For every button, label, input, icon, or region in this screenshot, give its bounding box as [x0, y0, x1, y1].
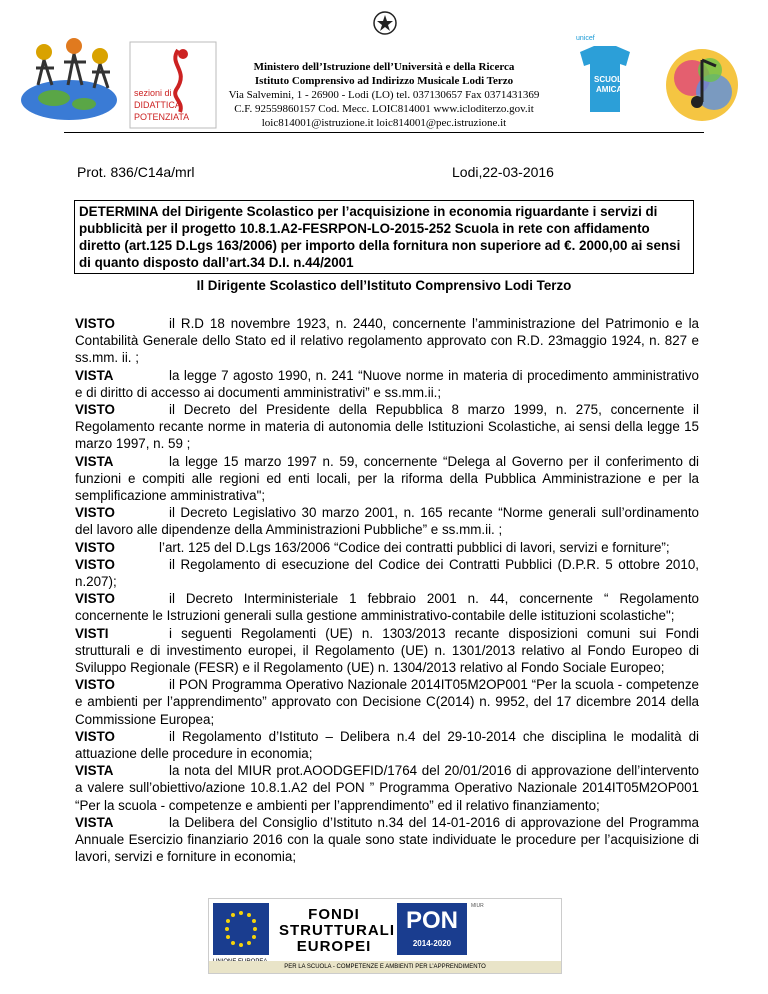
miur-label: MIUR [471, 903, 484, 909]
header-divider [64, 132, 704, 133]
paragraph-text: la Delibera del Consiglio d’Istituto n.34 del 14-01-2016 di approvazione del Programma Annuale Esercizio finanziario 2016 con la quale sono state individuate le procedure per l’acquisizione di lavori, servizi e forniture in economia; [75, 814, 699, 865]
school-line: Istituto Comprensivo ad Indirizzo Musicale Lodi Terzo [254, 75, 514, 87]
paragraph-keyword: VISTA [75, 367, 114, 383]
footer-strip: PER LA SCUOLA - COMPETENZE E AMBIENTI PER L’APPRENDIMENTO [209, 961, 561, 973]
paragraph-keyword: VISTO [75, 677, 115, 693]
document-title: Il Dirigente Scolastico dell’Istituto Comprensivo Lodi Terzo [196, 278, 572, 293]
pon-footer-banner [208, 898, 562, 974]
pon-label: PON [405, 907, 458, 934]
paragraph [75, 453, 699, 505]
paragraph-keyword: VISTA [75, 763, 114, 779]
paragraph-keyword: VISTA [75, 453, 114, 469]
paragraph-keyword: VISTO [75, 591, 115, 607]
school-logo-globe-icon [14, 30, 124, 120]
paragraph [75, 762, 699, 814]
eu-flag-icon [213, 903, 269, 955]
paragraph [75, 814, 699, 866]
document-date: Lodi,22-03-2016 [452, 164, 554, 180]
pon-years: 2014-2020 [412, 939, 452, 948]
paragraph [75, 315, 699, 367]
paragraph-text: il R.D 18 novembre 1923, n. 2440, concernente l’amministrazione del Patrimonio e la Contabilità Generale dello Stato ed il relativo regolamento approvato con R.D. 23maggio 1924, n. 827 e ss.mm. ii. ; [75, 316, 699, 366]
paragraph-keyword: VISTO [75, 505, 115, 521]
paragraph [75, 539, 699, 556]
paragraph-text: il Regolamento di esecuzione del Codice dei Contratti Pubblici (D.P.R. 5 ottobre 2010, n.207); [75, 556, 699, 590]
institution-info [200, 60, 568, 130]
paragraph-keyword: VISTO [75, 728, 115, 744]
paragraph [75, 556, 699, 590]
address-line: Via Salvemini, 1 - 26900 - Lodi (LO) tel. 037130657 Fax 0371431369 [228, 89, 540, 101]
paragraph-keyword: VISTO [75, 556, 115, 572]
protocol-number: Prot. 836/C14a/mrl [77, 164, 195, 180]
paragraph-text: la legge 15 marzo 1997 n. 59, concernente “Delega al Governo per il conferimento di funzioni e compiti alle regioni ed enti locali, per la riforma della Pubblica Amministrazione e per la semplificazione amministrativa"; [75, 453, 699, 504]
paragraph [75, 504, 699, 538]
italian-republic-emblem-icon [372, 10, 398, 36]
pon-logo [397, 903, 467, 955]
paragraph-text: l’art. 125 del D.Lgs 163/2006 “Codice dei contratti pubblici di lavori, servizi e forniture”; [159, 539, 670, 555]
paragraph-text: il Decreto del Presidente della Repubblica 8 marzo 1999, n. 275, concernente il Regolamento recante norme in materia di autonomia delle Istituzioni Scolastiche, ai sensi della legge 15 marzo 1997, n. 59 ; [75, 402, 699, 452]
svg-text:unicef: unicef [576, 35, 595, 42]
scuola-amica-tshirt-icon [560, 30, 650, 120]
paragraph-text: il Decreto Legislativo 30 marzo 2001, n. 165 recante “Norme generali sull’ordinamento del lavoro alle dipendenze della Amministrazioni Pubbliche” e ss.mm.ii. ; [75, 505, 699, 538]
paragraph [75, 401, 699, 453]
paragraph-text: il PON Programma Operativo Nazionale 2014IT05M2OP001 “Per la scuola - competenze e ambienti per l’apprendimento” approvato con Decisione C(2014) n. 9952, del 17 dicembre 2014 della Commissione Europea; [75, 677, 699, 727]
svg-text:POTENZIATA: POTENZIATA [134, 112, 190, 122]
letterhead [0, 0, 768, 140]
paragraph-text: la legge 7 agosto 1990, n. 241 “Nuove norme in materia di procedimento amministrativo e di diritto di accesso ai documenti amministrativi” e ss.mm.ii.; [75, 367, 699, 400]
svg-text:sezioni di: sezioni di [134, 88, 172, 98]
ministry-line: Ministero dell’Istruzione dell’Università e della Ricerca [253, 61, 515, 73]
paragraph-keyword: VISTI [75, 625, 109, 641]
email-line: loic814001@istruzione.it loic814001@pec.istruzione.it [261, 117, 507, 129]
codes-line: C.F. 92559860157 Cod. Mecc. LOIC814001 www.icloditerzo.gov.it [234, 103, 534, 115]
paragraph-keyword: VISTA [75, 814, 114, 830]
paragraph [75, 728, 699, 762]
paragraph [75, 590, 699, 624]
paragraph-text: la nota del MIUR prot.AOODGEFID/1764 del 20/01/2016 di approvazione dell’intervento a valere sull’obiettivo/azione 10.8.1.A2 del PON ” Programma Operativo Nazionale 2014IT05M2OP001 “Per la scuola - competenze e ambienti per l’apprendimento” ed il relativo finanziamento; [75, 763, 699, 813]
paragraph-keyword: VISTO [75, 316, 115, 331]
paragraph-keyword: VISTO [75, 539, 115, 555]
fondi-strutturali-label: FONDI STRUTTURALI EUROPEI [279, 906, 395, 955]
svg-text:AMICA: AMICA [596, 85, 623, 94]
paragraph [75, 367, 699, 401]
document-body [75, 315, 699, 866]
paragraph-text: il Regolamento d’Istituto – Delibera n.4 del 29-10-2014 che disciplina le modalità di attuazione delle procedure in economia; [75, 728, 699, 762]
paragraph [75, 676, 699, 728]
svg-text:DIDATTICA: DIDATTICA [134, 100, 181, 110]
paragraph-keyword: VISTO [75, 402, 115, 418]
svg-text:SCUOLA: SCUOLA [594, 75, 628, 84]
music-note-logo-icon [654, 40, 750, 130]
determina-box: DETERMINA del Dirigente Scolastico per l’acquisizione in economia riguardante i servizi di pubblicità per il progetto 10.8.1.A2-FESRPON-LO-2015-252 Scuola in rete con affidamento diretto (art.125 D.Lgs 163/2006) per importo della fornitura non superiore ad €. 2000,00 ai sensi di quanto disposto dall’art.34 D.I. n.44/2001 [74, 200, 694, 274]
paragraph-text: i seguenti Regolamenti (UE) n. 1303/2013 recante disposizioni comuni sui Fondi strutturali e di investimento europei, il Regolamento (UE) n. 1301/2013 relativo al Fondo Europeo di Sviluppo Regionale (FESR) e il Regolamento (UE) n. 1304/2013 relativo al Fondo Sociale Europeo; [75, 625, 699, 676]
paragraph [75, 625, 699, 677]
paragraph-text: il Decreto Interministeriale 1 febbraio 2001 n. 44, concernente “ Regolamento concernente le Istruzioni generali sulla gestione amministrativo-contabile delle istituzioni scolastiche"; [75, 591, 699, 624]
